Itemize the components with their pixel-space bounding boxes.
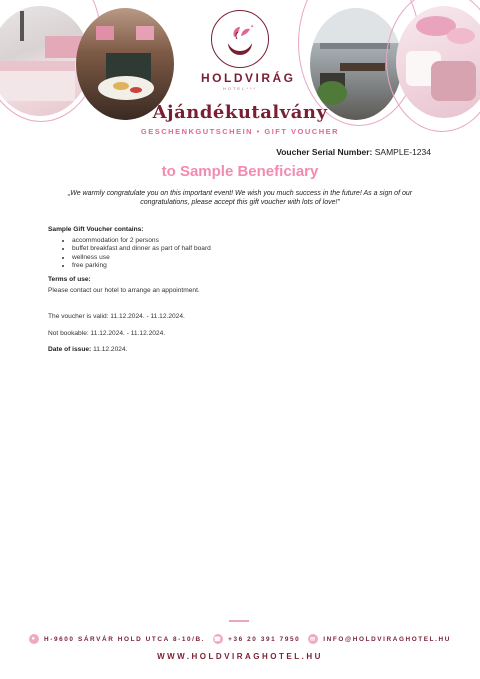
location-pin-icon: ●	[29, 634, 39, 644]
issue-date	[48, 346, 438, 354]
envelope-icon: ✉	[308, 634, 318, 644]
list-item: • accommodation for 2 persons	[72, 237, 438, 245]
terms-text: Please contact our hotel to arrange an appointment.	[48, 287, 200, 295]
issue-value: 11.12.2024.	[93, 345, 128, 353]
phone-icon: ☎	[213, 634, 223, 644]
voucher-content	[48, 226, 438, 354]
brand-subtitle: HOTEL***	[222, 86, 257, 91]
list-item: • free parking	[72, 262, 438, 270]
footer-divider	[229, 620, 249, 622]
not-bookable-text: Not bookable: 11.12.2024. - 11.12.2024.	[48, 329, 166, 337]
voucher-title: Ajándékutalvány	[152, 102, 328, 123]
footer-address	[29, 634, 205, 644]
website-link[interactable]: WWW.HOLDVIRAGHOTEL.HU	[157, 652, 323, 661]
phone-text: +36 20 391 7950	[228, 635, 301, 643]
beneficiary: to Sample Beneficiary	[161, 163, 319, 180]
list-item: • buffet breakfast and dinner as part of half board	[72, 245, 438, 253]
brand-name: HOLDVIRÁG	[201, 71, 296, 85]
address-text: H-9600 SÁRVÁR HOLD UTCA 8-10/B.	[44, 635, 206, 643]
serial-number	[276, 147, 431, 157]
email-text: INFO@HOLDVIRAGHOTEL.HU	[323, 635, 451, 643]
footer-contact	[0, 634, 480, 644]
serial-label: Voucher Serial Number:	[276, 147, 373, 157]
footer-email[interactable]	[308, 634, 451, 644]
contains-label: Sample Gift Voucher contains:	[48, 226, 144, 233]
valid-text: The voucher is valid: 11.12.2024. - 11.12.2024.	[48, 313, 185, 321]
list-item: • wellness use	[72, 254, 438, 262]
terms-label: Terms of use:	[48, 276, 91, 284]
crescent-moon-leaves-icon	[211, 10, 269, 68]
serial-value: SAMPLE-1234	[374, 147, 431, 157]
issue-label: Date of issue:	[48, 345, 92, 353]
svg-text:✦: ✦	[250, 24, 255, 30]
contains-list	[48, 237, 438, 270]
congratulation-text: „We warmly congratulate you on this important event! We wish you much success in the future! As a sign of our congratulations, please accept this gift voucher with lots of love!”	[67, 190, 413, 206]
footer-phone[interactable]	[213, 634, 300, 644]
hotel-logo	[201, 10, 296, 91]
voucher-subtitle: GESCHENKGUTSCHEIN • GIFT VOUCHER	[140, 127, 340, 136]
